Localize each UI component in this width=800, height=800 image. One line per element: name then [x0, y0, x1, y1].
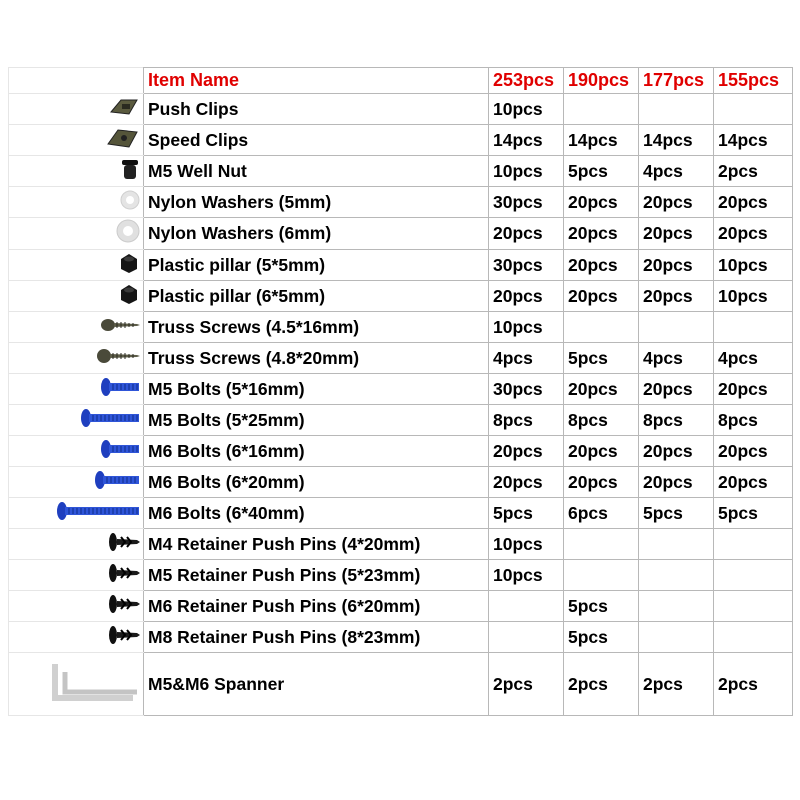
item-quantity-kit-1: 10pcs	[489, 94, 564, 125]
item-name: M4 Retainer Push Pins (4*20mm)	[144, 529, 489, 560]
item-quantity-kit-4: 20pcs	[714, 436, 793, 467]
item-quantity-kit-4: 5pcs	[714, 498, 793, 529]
item-quantity-kit-1: 30pcs	[489, 374, 564, 405]
item-name: M6 Retainer Push Pins (6*20mm)	[144, 591, 489, 622]
item-quantity-kit-2: 8pcs	[564, 405, 639, 436]
item-quantity-kit-4: 20pcs	[714, 187, 793, 218]
parts-table-body	[9, 68, 793, 716]
item-image-cell	[9, 529, 144, 560]
item-quantity-kit-2: 6pcs	[564, 498, 639, 529]
item-quantity-kit-3: 20pcs	[639, 374, 714, 405]
item-name: Plastic pillar (6*5mm)	[144, 281, 489, 312]
table-row	[9, 591, 793, 622]
item-quantity-kit-3: 8pcs	[639, 405, 714, 436]
item-quantity-kit-2: 20pcs	[564, 467, 639, 498]
truss-screw-long-icon	[95, 345, 141, 372]
item-quantity-kit-3	[639, 529, 714, 560]
table-row	[9, 312, 793, 343]
table-row	[9, 281, 793, 312]
push-pin-icon	[107, 531, 141, 558]
item-quantity-kit-3	[639, 591, 714, 622]
item-name: M8 Retainer Push Pins (8*23mm)	[144, 622, 489, 653]
item-quantity-kit-4: 20pcs	[714, 467, 793, 498]
hex-spanner-icon	[49, 662, 141, 707]
push-pin-icon	[107, 624, 141, 651]
item-quantity-kit-2: 2pcs	[564, 653, 639, 716]
parts-table	[8, 67, 793, 716]
item-quantity-kit-2: 20pcs	[564, 374, 639, 405]
item-quantity-kit-1: 20pcs	[489, 467, 564, 498]
item-image-cell	[9, 622, 144, 653]
header-kit-1: 253pcs	[489, 68, 564, 94]
item-quantity-kit-2: 20pcs	[564, 436, 639, 467]
table-row	[9, 560, 793, 591]
blue-bolt-icon	[55, 499, 141, 528]
item-image-cell	[9, 436, 144, 467]
item-name: M6 Bolts (6*40mm)	[144, 498, 489, 529]
item-name: Nylon Washers (5mm)	[144, 187, 489, 218]
item-quantity-kit-3	[639, 622, 714, 653]
header-kit-2: 190pcs	[564, 68, 639, 94]
table-row	[9, 498, 793, 529]
plastic-pillar-icon	[117, 282, 141, 311]
table-row	[9, 467, 793, 498]
item-image-cell	[9, 405, 144, 436]
item-image-cell	[9, 591, 144, 622]
item-quantity-kit-2: 20pcs	[564, 218, 639, 250]
table-row	[9, 94, 793, 125]
plastic-pillar-icon	[117, 251, 141, 280]
item-quantity-kit-4: 4pcs	[714, 343, 793, 374]
item-quantity-kit-1: 4pcs	[489, 343, 564, 374]
item-quantity-kit-4: 2pcs	[714, 156, 793, 187]
item-quantity-kit-4	[714, 312, 793, 343]
item-image-cell	[9, 218, 144, 250]
item-quantity-kit-1: 30pcs	[489, 250, 564, 281]
well-nut-icon	[119, 157, 141, 186]
header-kit-3: 177pcs	[639, 68, 714, 94]
item-image-cell	[9, 467, 144, 498]
table-row	[9, 218, 793, 250]
speed-clip-icon	[105, 126, 141, 155]
item-name: Truss Screws (4.5*16mm)	[144, 312, 489, 343]
item-quantity-kit-1: 20pcs	[489, 281, 564, 312]
item-quantity-kit-1: 10pcs	[489, 312, 564, 343]
item-quantity-kit-2: 5pcs	[564, 156, 639, 187]
item-quantity-kit-2: 20pcs	[564, 187, 639, 218]
item-quantity-kit-1: 2pcs	[489, 653, 564, 716]
table-row	[9, 529, 793, 560]
item-image-cell	[9, 560, 144, 591]
item-quantity-kit-1	[489, 591, 564, 622]
push-clip-icon	[107, 96, 141, 123]
table-row	[9, 187, 793, 218]
item-image-cell	[9, 125, 144, 156]
item-name: M5 Retainer Push Pins (5*23mm)	[144, 560, 489, 591]
item-quantity-kit-1: 10pcs	[489, 529, 564, 560]
item-quantity-kit-4	[714, 94, 793, 125]
blue-bolt-icon	[99, 375, 141, 404]
header-kit-4: 155pcs	[714, 68, 793, 94]
push-pin-icon	[107, 593, 141, 620]
table-row	[9, 436, 793, 467]
item-quantity-kit-2: 5pcs	[564, 622, 639, 653]
header-image-cell	[9, 68, 144, 94]
item-quantity-kit-4: 20pcs	[714, 218, 793, 250]
item-image-cell	[9, 653, 144, 716]
table-row	[9, 374, 793, 405]
item-quantity-kit-4: 8pcs	[714, 405, 793, 436]
item-quantity-kit-4: 10pcs	[714, 281, 793, 312]
item-image-cell	[9, 94, 144, 125]
item-quantity-kit-1: 30pcs	[489, 187, 564, 218]
item-quantity-kit-3: 20pcs	[639, 281, 714, 312]
item-quantity-kit-3: 14pcs	[639, 125, 714, 156]
table-row	[9, 405, 793, 436]
blue-bolt-icon	[79, 406, 141, 435]
item-quantity-kit-3: 4pcs	[639, 343, 714, 374]
item-name: Speed Clips	[144, 125, 489, 156]
table-row	[9, 250, 793, 281]
item-quantity-kit-3: 20pcs	[639, 218, 714, 250]
item-quantity-kit-2	[564, 560, 639, 591]
item-quantity-kit-1: 10pcs	[489, 156, 564, 187]
item-quantity-kit-2	[564, 312, 639, 343]
washer-large-icon	[115, 218, 141, 249]
item-quantity-kit-1: 20pcs	[489, 218, 564, 250]
item-quantity-kit-3	[639, 94, 714, 125]
washer-small-icon	[119, 189, 141, 216]
header-item-name: Item Name	[144, 68, 489, 94]
item-quantity-kit-1: 10pcs	[489, 560, 564, 591]
item-quantity-kit-2: 14pcs	[564, 125, 639, 156]
item-image-cell	[9, 281, 144, 312]
item-quantity-kit-3	[639, 560, 714, 591]
item-name: Nylon Washers (6mm)	[144, 218, 489, 250]
item-image-cell	[9, 187, 144, 218]
item-quantity-kit-4	[714, 560, 793, 591]
item-image-cell	[9, 374, 144, 405]
blue-bolt-icon	[93, 468, 141, 497]
item-quantity-kit-3	[639, 312, 714, 343]
item-quantity-kit-3: 4pcs	[639, 156, 714, 187]
item-quantity-kit-2: 20pcs	[564, 281, 639, 312]
item-image-cell	[9, 250, 144, 281]
item-quantity-kit-4	[714, 529, 793, 560]
item-name: M5&M6 Spanner	[144, 653, 489, 716]
item-quantity-kit-3: 5pcs	[639, 498, 714, 529]
table-row	[9, 156, 793, 187]
item-name: Truss Screws (4.8*20mm)	[144, 343, 489, 374]
item-quantity-kit-1: 8pcs	[489, 405, 564, 436]
truss-screw-icon	[99, 316, 141, 339]
item-name: M5 Well Nut	[144, 156, 489, 187]
item-quantity-kit-3: 20pcs	[639, 436, 714, 467]
item-quantity-kit-1: 20pcs	[489, 436, 564, 467]
item-quantity-kit-4	[714, 622, 793, 653]
item-quantity-kit-2: 20pcs	[564, 250, 639, 281]
table-row	[9, 125, 793, 156]
table-row	[9, 622, 793, 653]
item-name: Plastic pillar (5*5mm)	[144, 250, 489, 281]
item-quantity-kit-3: 20pcs	[639, 467, 714, 498]
blue-bolt-icon	[99, 437, 141, 466]
item-quantity-kit-1: 5pcs	[489, 498, 564, 529]
table-header-row	[9, 68, 793, 94]
item-quantity-kit-2	[564, 529, 639, 560]
item-image-cell	[9, 343, 144, 374]
item-quantity-kit-3: 20pcs	[639, 187, 714, 218]
push-pin-icon	[107, 562, 141, 589]
item-quantity-kit-1: 14pcs	[489, 125, 564, 156]
item-name: M6 Bolts (6*16mm)	[144, 436, 489, 467]
item-quantity-kit-3: 20pcs	[639, 250, 714, 281]
table-row	[9, 653, 793, 716]
item-name: Push Clips	[144, 94, 489, 125]
item-name: M5 Bolts (5*16mm)	[144, 374, 489, 405]
item-name: M6 Bolts (6*20mm)	[144, 467, 489, 498]
item-image-cell	[9, 156, 144, 187]
item-quantity-kit-4: 2pcs	[714, 653, 793, 716]
item-quantity-kit-3: 2pcs	[639, 653, 714, 716]
item-quantity-kit-4: 14pcs	[714, 125, 793, 156]
item-quantity-kit-2	[564, 94, 639, 125]
item-name: M5 Bolts (5*25mm)	[144, 405, 489, 436]
item-quantity-kit-1	[489, 622, 564, 653]
item-image-cell	[9, 498, 144, 529]
parts-table-container	[8, 67, 792, 716]
item-quantity-kit-4	[714, 591, 793, 622]
item-quantity-kit-4: 10pcs	[714, 250, 793, 281]
item-image-cell	[9, 312, 144, 343]
item-quantity-kit-2: 5pcs	[564, 343, 639, 374]
table-row	[9, 343, 793, 374]
item-quantity-kit-4: 20pcs	[714, 374, 793, 405]
item-quantity-kit-2: 5pcs	[564, 591, 639, 622]
